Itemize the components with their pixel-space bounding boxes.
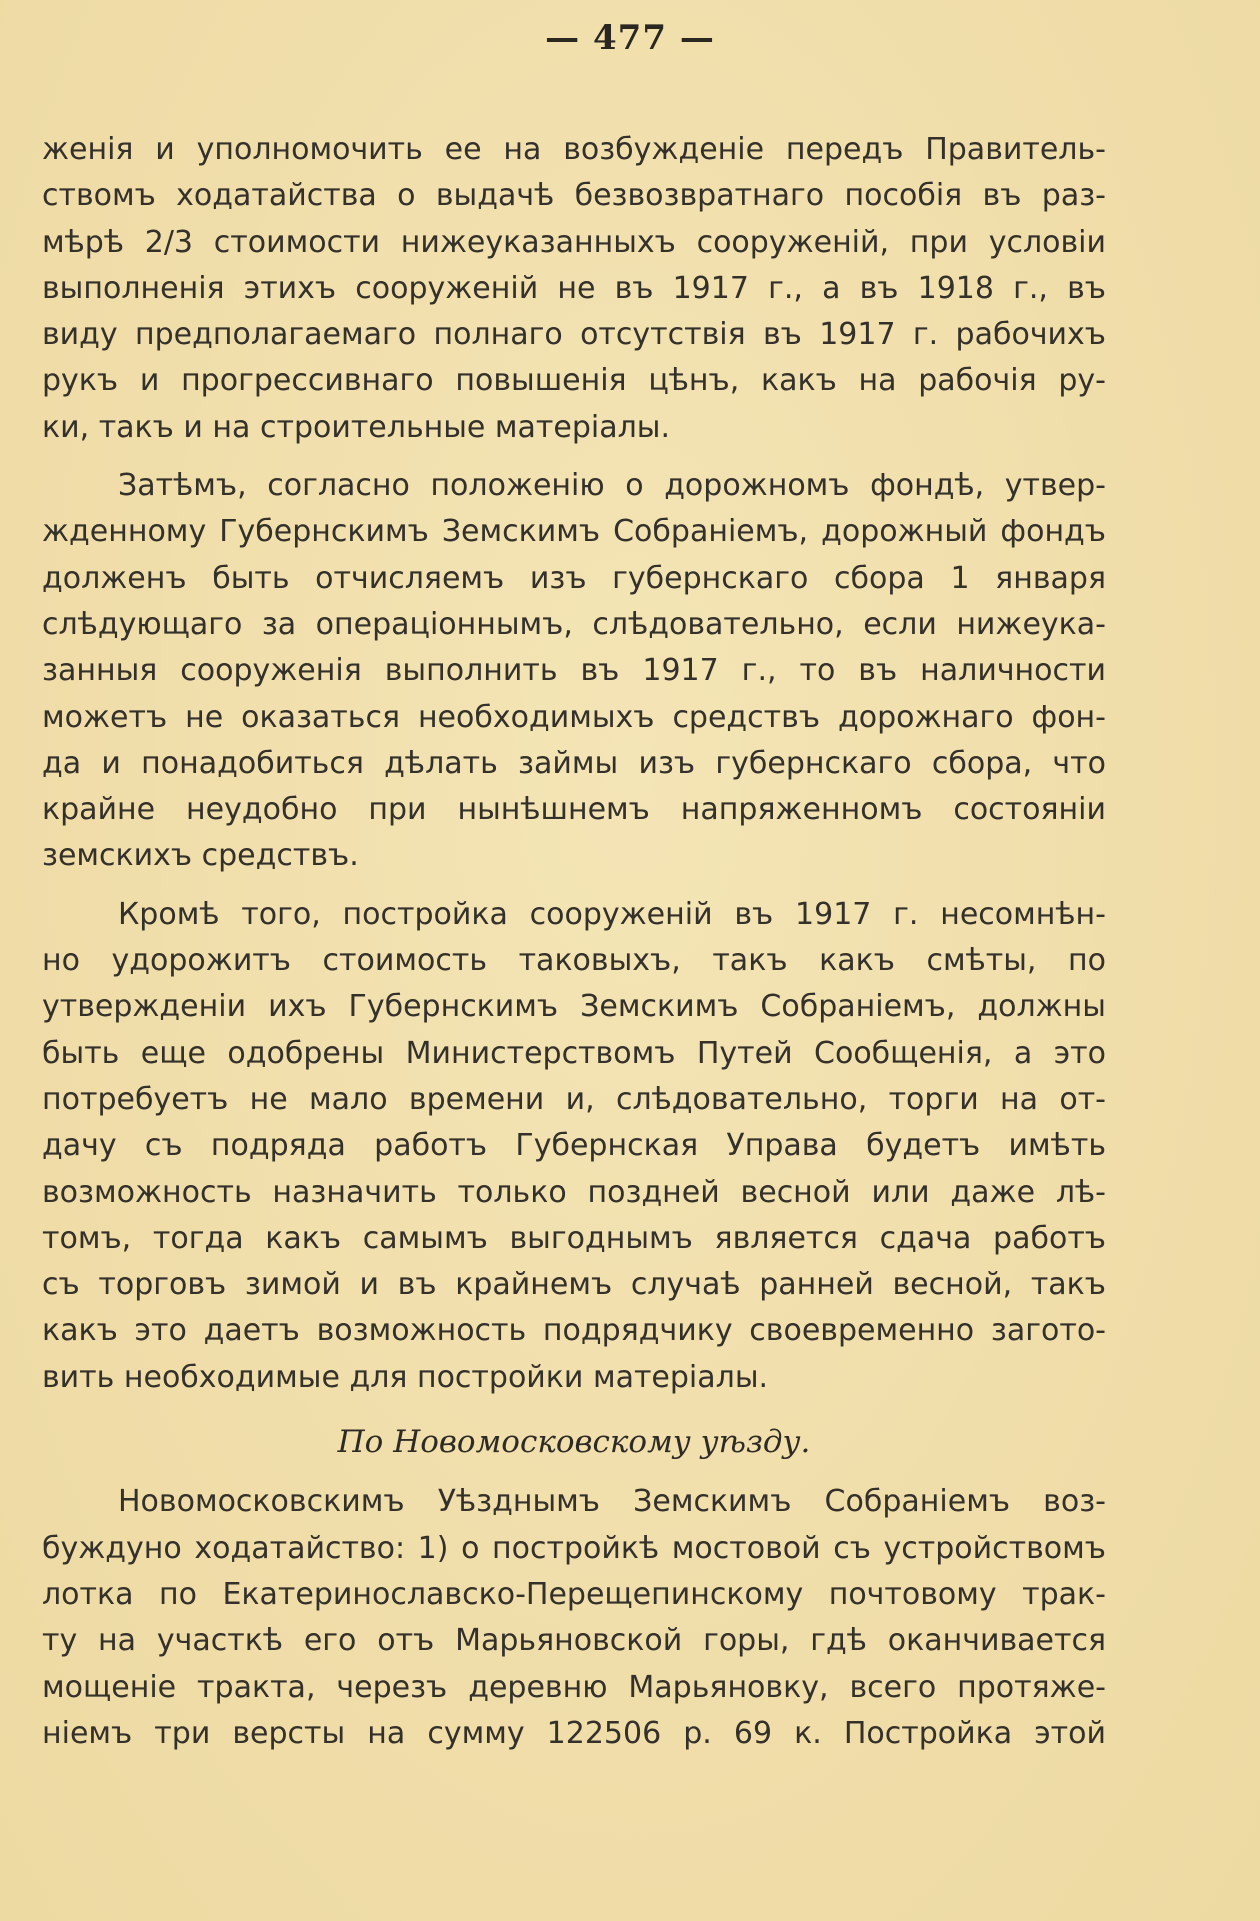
section-heading: По Новомосковскому уѣзду.: [337, 1424, 811, 1461]
text-line: буждуно ходатайство: 1) о постройкѣ мостовой съ устройствомъ: [42, 1530, 1106, 1566]
paragraph-4: [42, 1479, 1106, 1757]
text-line: мѣрѣ 2/3 стоимости нижеуказанныхъ сооруженій, при условіи: [42, 224, 1106, 260]
text-line: возможность назначить только поздней весной или даже лѣ-: [42, 1174, 1106, 1210]
text-line: занныя сооруженія выполнить въ 1917 г., то въ наличности: [42, 653, 1106, 689]
text-line: ніемъ три версты на сумму 122506 р. 69 к. Постройка этой: [42, 1715, 1106, 1751]
text-line: но удорожитъ стоимость таковыхъ, такъ какъ смѣты, по: [42, 943, 1106, 979]
text-line: выполненія этихъ сооруженій не въ 1917 г., а въ 1918 г., въ: [42, 270, 1106, 306]
text-line: долженъ быть отчисляемъ изъ губернскаго сбора 1 января: [42, 560, 1106, 596]
text-line: лотка по Екатеринославско-Перещепинскому почтовому трак-: [42, 1576, 1106, 1612]
text-line: ту на участкѣ его отъ Марьяновской горы, гдѣ оканчивается: [42, 1623, 1106, 1659]
text-line: утвержденіи ихъ Губернскимъ Земскимъ Собраніемъ, должны: [42, 989, 1106, 1025]
text-line: жденному Губернскимъ Земскимъ Собраніемъ, дорожный фондъ: [42, 514, 1106, 550]
page-number: — 477 —: [545, 18, 715, 58]
text-line: Новомосковскимъ Уѣзднымъ Земскимъ Собраніемъ воз-: [118, 1484, 1106, 1520]
text-line: земскихъ средствъ.: [42, 838, 359, 874]
text-line: женія и уполномочить ее на возбужденіе передъ Правитель-: [42, 132, 1106, 167]
text-line: виду предполагаемаго полнаго отсутствія въ 1917 г. рабочихъ: [42, 317, 1106, 353]
paragraph-2: [42, 463, 1106, 880]
text-line: можетъ не оказаться необходимыхъ средствъ дорожнаго фон-: [42, 699, 1106, 735]
text-line: какъ это даетъ возможность подрядчику своевременно загото-: [42, 1313, 1106, 1349]
text-line: ки, такъ и на строительные матеріалы.: [42, 409, 671, 445]
text-line: быть еще одобрены Министерствомъ Путей Сообщенія, а это: [42, 1035, 1106, 1071]
text-line: да и понадобиться дѣлать займы изъ губернскаго сбора, что: [42, 745, 1106, 781]
text-line: слѣдующаго за операціоннымъ, слѣдовательно, если нижеука-: [42, 606, 1106, 642]
text-line: крайне неудобно при нынѣшнемъ напряженномъ состояніи: [42, 792, 1106, 828]
paragraph-3: [42, 892, 1106, 1401]
text-line: вить необходимые для постройки матеріалы.: [42, 1359, 769, 1395]
text-line: потребуетъ не мало времени и, слѣдовательно, торги на от-: [42, 1081, 1106, 1117]
text-line: мощеніе тракта, черезъ деревню Марьяновку, всего протяже-: [42, 1669, 1106, 1705]
text-line: съ торговъ зимой и въ крайнемъ случаѣ ранней весной, такъ: [42, 1267, 1106, 1303]
document-body: [42, 127, 1106, 1757]
text-line: ствомъ ходатайства о выдачѣ безвозвратнаго пособія въ раз-: [42, 178, 1106, 214]
text-line: дачу съ подряда работъ Губернская Управа будетъ имѣть: [42, 1128, 1106, 1164]
text-line: Кромѣ того, постройка сооруженій въ 1917 г. несомнѣн-: [118, 896, 1106, 932]
text-line: рукъ и прогрессивнаго повышенія цѣнъ, какъ на рабочія ру-: [42, 363, 1106, 399]
text-line: Затѣмъ, согласно положенію о дорожномъ фондѣ, утвер-: [118, 468, 1106, 504]
text-line: томъ, тогда какъ самымъ выгоднымъ является сдача работъ: [42, 1220, 1106, 1256]
paragraph-1: [42, 127, 1106, 451]
